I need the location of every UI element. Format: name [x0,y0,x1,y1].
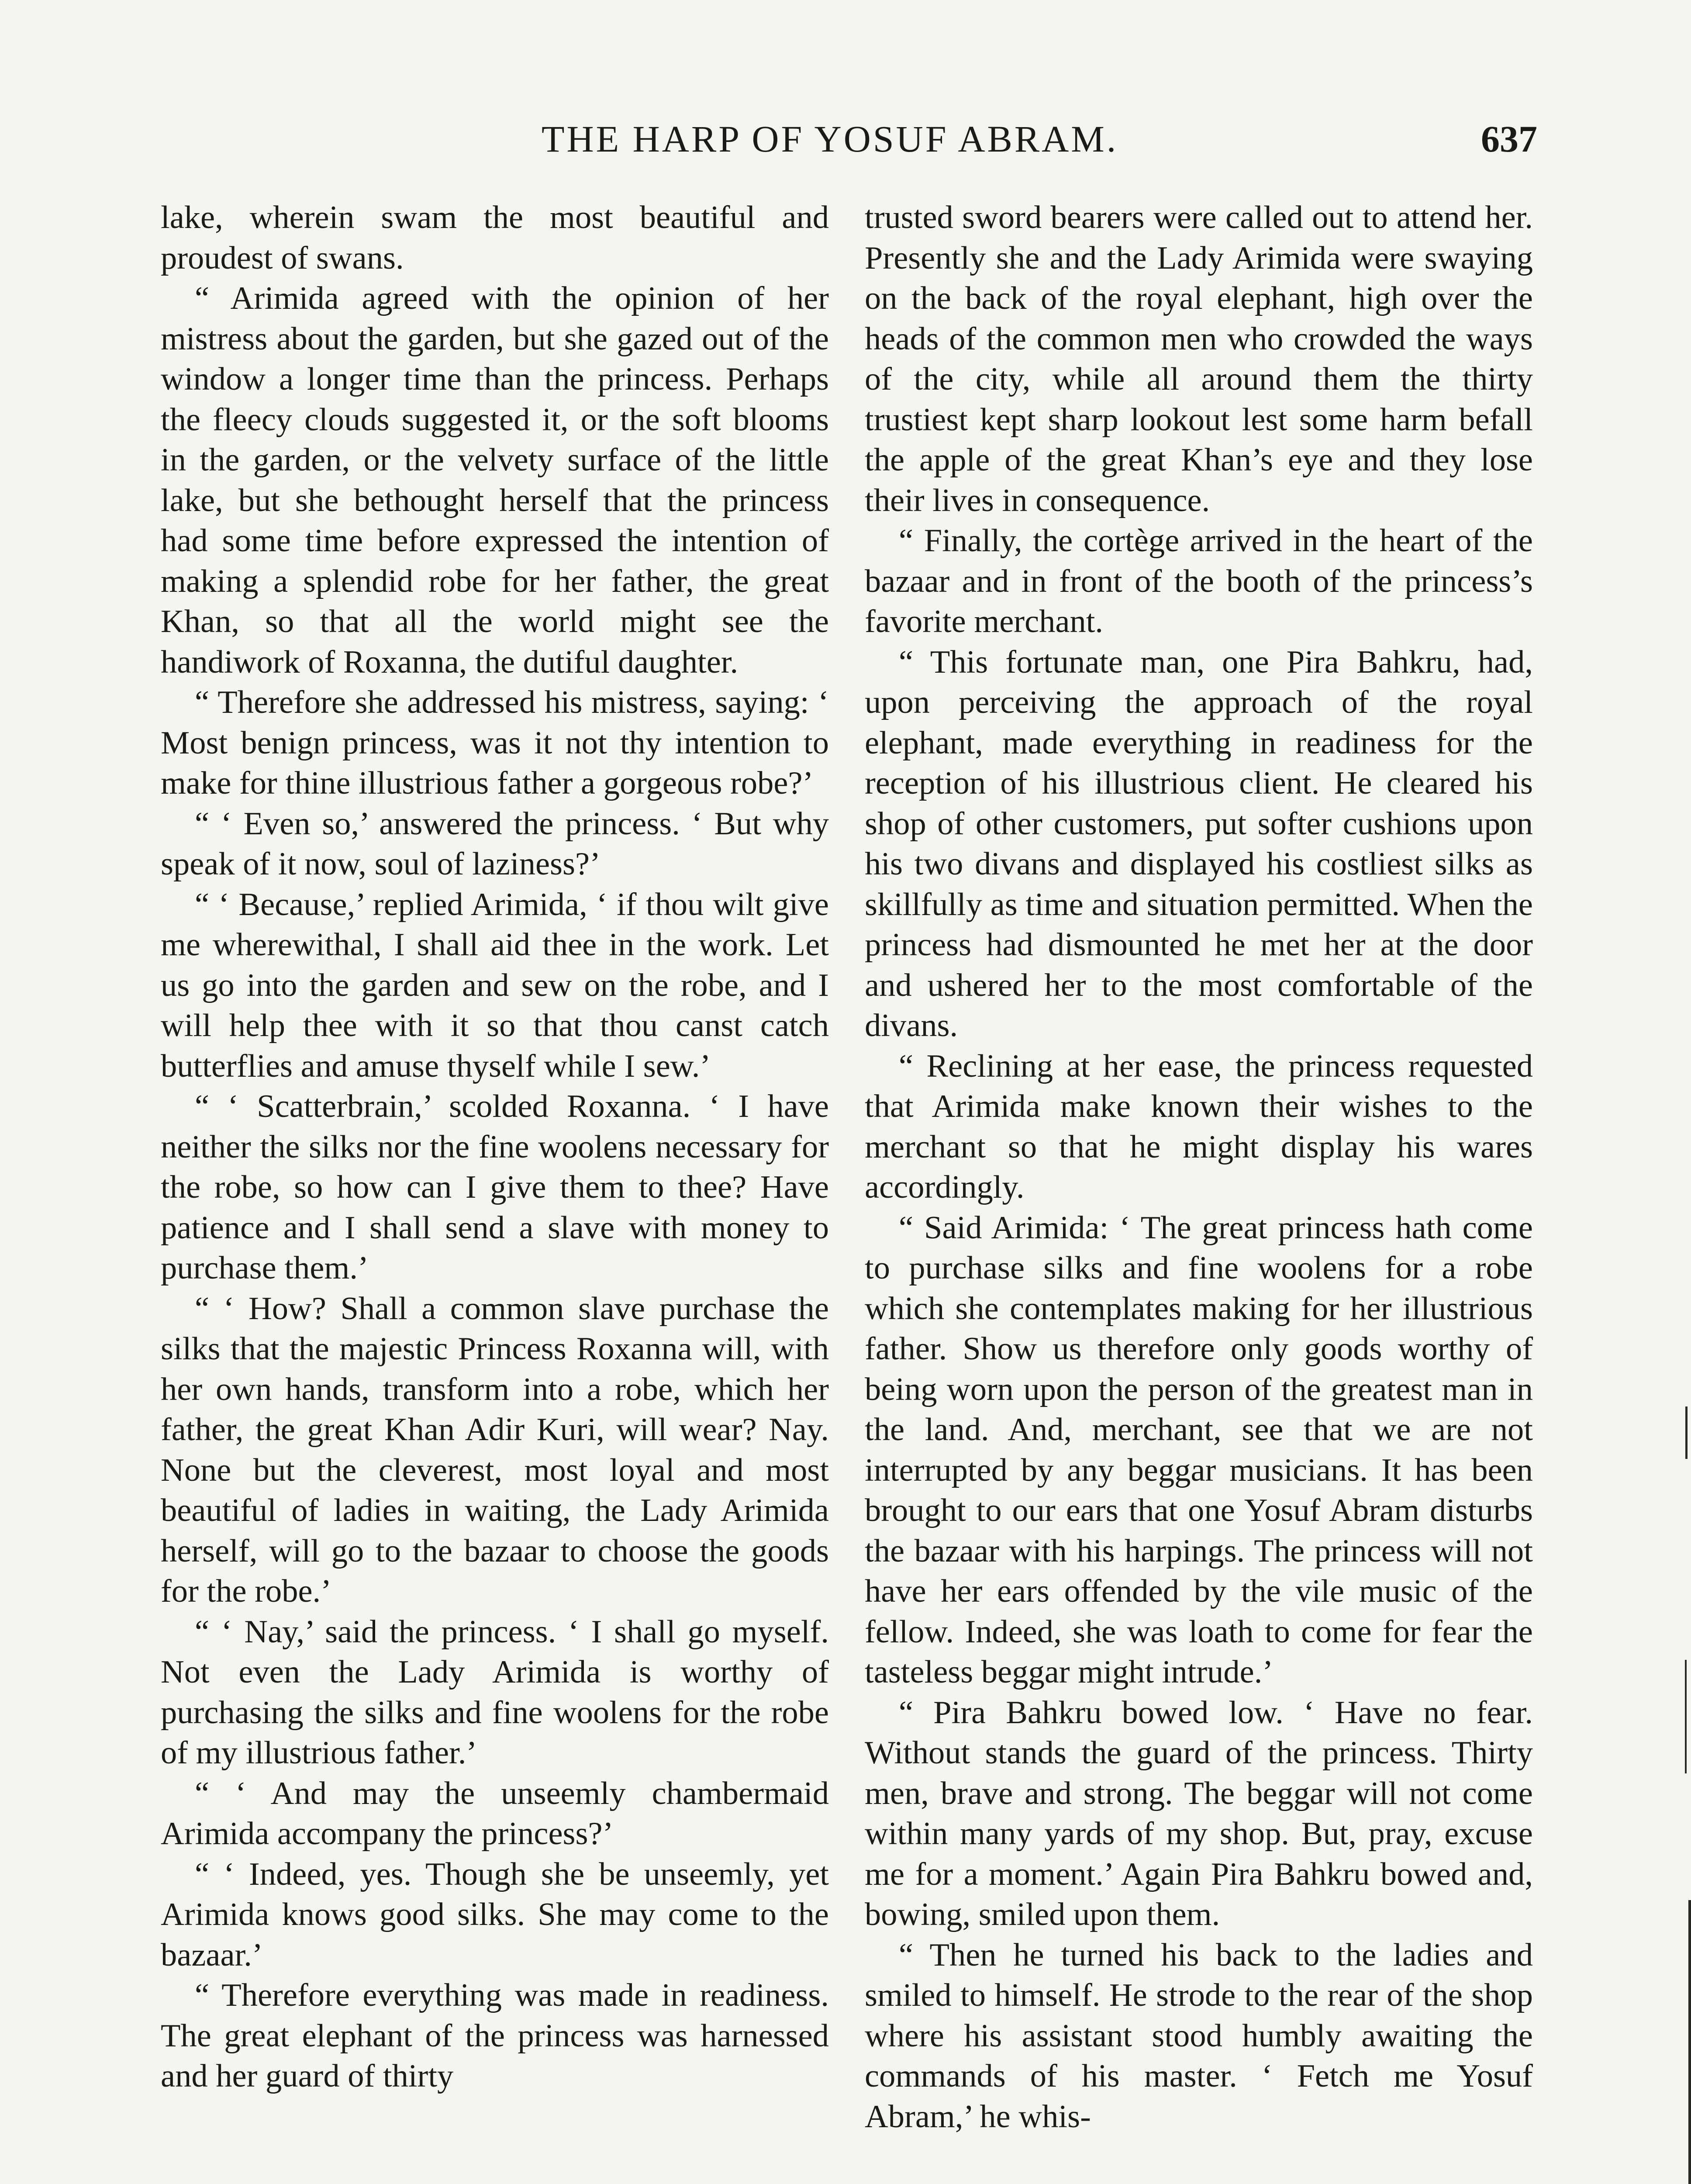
paragraph: “ ‘ Because,’ replied Arimida, ‘ if thou wilt give me wherewithal, I shall aid thee in the work. Let us go into the garden and sew on the robe, and I will help thee with it so that thou canst catch butterflies and amuse thyself while I sew.’ [161,886,829,1084]
page-edge-mark [1685,1406,1688,1459]
paragraph: “ Then he turned his back to the ladies and smiled to himself. He strode to the rear of the shop where his assistant stood humbly awaiting the commands of his master. ‘ Fetch me Yosuf Abram,’ he whis- [865,1937,1533,2135]
paragraph: “ ‘ Even so,’ answered the princess. ‘ But why speak of it now, soul of laziness?’ [161,805,829,882]
right-column [865,197,1533,2137]
paragraph: “ ‘ How? Shall a common slave purchase the silks that the majestic Princess Roxanna will, with her own hands, transform into a robe, which her father, the great Khan Adir Kuri, will wear? Nay. None but the cleverest, most loyal and most beautiful of ladies in waiting, the Lady Arimida herself, will go to the bazaar to choose the goods for the robe.’ [161,1290,829,1609]
paragraph: “ ‘ Indeed, yes. Though she be unseemly, yet Arimida knows good silks. She may come to the bazaar.’ [161,1856,829,1973]
paragraph: “ Reclining at her ease, the princess requested that Arimida make known their wishes to the merchant so that he might display his wares accordingly. [865,1048,1533,1205]
paragraph: “ Therefore she addressed his mistress, saying: ‘ Most benign princess, was it not thy intention to make for thine illustrious father a gorgeous robe?’ [161,684,829,801]
paragraph: “ Finally, the cortège arrived in the heart of the bazaar and in front of the booth of the princess’s favorite merchant. [865,523,1533,639]
page-edge-mark [1685,1660,1687,1773]
left-column [161,197,829,2097]
running-title: THE HARP OF YOSUF ABRAM. [542,118,1118,160]
paragraph: “ This fortunate man, one Pira Bahkru, had, upon perceiving the approach of the royal elephant, made everything in readiness for the reception of his illustrious client. He cleared his shop of other customers, put softer cushions upon his two divans and displayed his costliest silks as skillfully as time and situation permitted. When the princess had dismounted he met her at the door and ushered her to the most comfortable of the divans. [865,644,1533,1044]
running-header [157,117,1537,169]
paragraph: “ Therefore everything was made in readiness. The great elephant of the princess was harnessed and her guard of thirty [161,1977,829,2094]
page-edge-mark [1688,1900,1691,2184]
paragraph: “ Said Arimida: ‘ The great princess hath come to purchase silks and fine woolens for a robe which she contemplates making for her illustrious father. Show us therefore only goods worthy of being worn upon the person of the greatest man in the land. And, merchant, see that we are not interrupted by any beggar musicians. It has been brought to our ears that one Yosuf Abram disturbs the bazaar with his harpings. The princess will not have her ears offended by the vile music of the fellow. Indeed, she was loath to come for fear the tasteless beggar might intrude.’ [865,1209,1533,1690]
paragraph: “ Pira Bahkru bowed low. ‘ Have no fear. Without stands the guard of the princess. Thirty men, brave and strong. The beggar will not come within many yards of my shop. But, pray, excuse me for a moment.’ Again Pira Bahkru bowed and, bowing, smiled upon them. [865,1694,1533,1932]
paragraph: trusted sword bearers were called out to attend her. Presently she and the Lady Arimida were swaying on the back of the royal elephant, high over the heads of the common men who crowded the ways of the city, while all around them the thirty trustiest kept sharp lookout lest some harm befall the apple of the great Khan’s eye and they lose their lives in consequence. [865,200,1533,518]
paragraph: “ ‘ And may the unseemly chambermaid Arimida accompany the princess?’ [161,1775,829,1852]
paragraph: “ ‘ Nay,’ said the princess. ‘ I shall go myself. Not even the Lady Arimida is worthy of purchasing the silks and fine woolens for the robe of my illustrious father.’ [161,1614,829,1771]
paragraph: lake, wherein swam the most beautiful and proudest of swans. [161,200,829,276]
paragraph: “ ‘ Scatterbrain,’ scolded Roxanna. ‘ I have neither the silks nor the fine woolens necessary for the robe, so how can I give them to thee? Have patience and I shall send a slave with money to purchase them.’ [161,1089,829,1286]
paragraph: “ Arimida agreed with the opinion of her mistress about the garden, but she gazed out of the window a longer time than the princess. Perhaps the fleecy clouds suggested it, or the soft blooms in the garden, or the velvety surface of the little lake, but she bethought herself that the princess had some time before expressed the intention of making a splendid robe for her father, the great Khan, so that all the world might see the handiwork of Roxanna, the dutiful daughter. [161,280,829,680]
page-number: 637 [1481,118,1537,160]
